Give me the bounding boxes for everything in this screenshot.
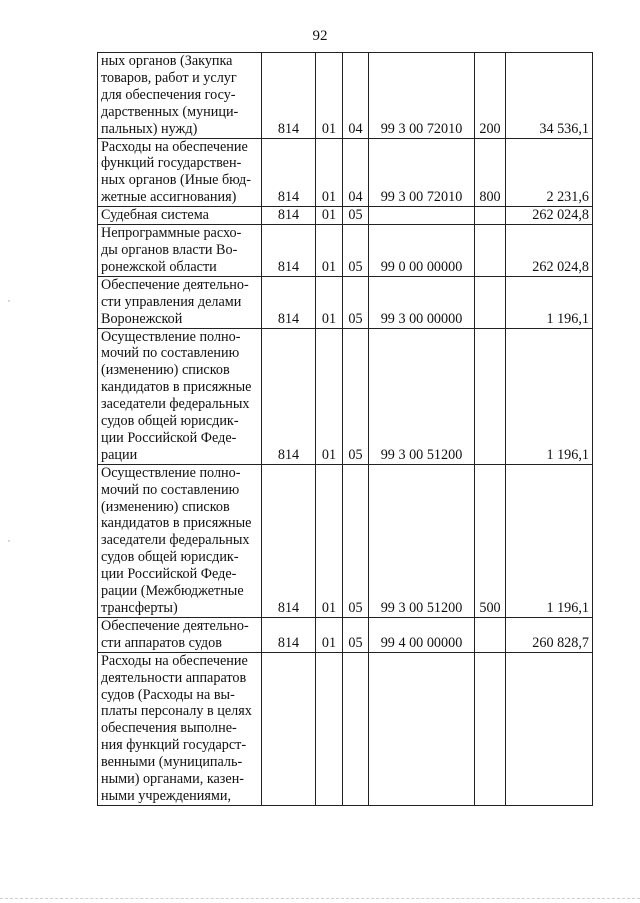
row-grbs: 814 [262,276,316,328]
row-csr: 99 4 00 00000 [369,617,475,652]
row-csr: 99 0 00 00000 [369,225,475,277]
row-name: Расходы на обеспечение деятельности аппаратов судов (Расходы на вы- платы персоналу в целях обеспечения выполне- ния функций государст- венными (муниципаль- ными) органами, казен- ными учреждениями, [98,652,262,805]
table-row [98,53,593,139]
row-grbs: 814 [262,617,316,652]
row-rz: 01 [316,464,343,617]
table-row [98,138,593,207]
row-rz: 01 [316,138,343,207]
row-csr: 99 3 00 51200 [369,464,475,617]
row-grbs: 814 [262,138,316,207]
page-bottom-edge [0,898,640,899]
row-name: Непрограммные расхо- ды органов власти Во- ронежской области [98,225,262,277]
row-pr: 04 [343,138,369,207]
table-row [98,617,593,652]
row-amount: 2 231,6 [506,138,593,207]
row-amount: 262 024,8 [506,225,593,277]
row-pr: 05 [343,276,369,328]
row-grbs: 814 [262,328,316,464]
row-pr: 05 [343,225,369,277]
row-name: Осуществление полно- мочий по составлению (изменению) списков кандидатов в присяжные заседатели федеральных судов общей юрисдик- ции Российской Феде- рации (Межбюджетные трансферты) [98,464,262,617]
table-row [98,328,593,464]
row-rz: 01 [316,276,343,328]
row-csr: 99 3 00 72010 [369,138,475,207]
row-csr: 99 3 00 51200 [369,328,475,464]
row-grbs: 814 [262,53,316,139]
row-rz [316,652,343,805]
row-amount: 34 536,1 [506,53,593,139]
row-amount: 1 196,1 [506,276,593,328]
row-grbs: 814 [262,464,316,617]
row-grbs: 814 [262,225,316,277]
row-pr: 05 [343,464,369,617]
row-csr [369,207,475,225]
row-grbs: 814 [262,207,316,225]
scan-speck [8,540,10,542]
row-csr: 99 3 00 00000 [369,276,475,328]
table-row [98,652,593,805]
row-csr: 99 3 00 72010 [369,53,475,139]
row-vr [475,652,506,805]
row-rz: 01 [316,225,343,277]
table-row [98,207,593,225]
row-csr [369,652,475,805]
row-vr [475,225,506,277]
budget-table [97,52,593,806]
row-name: Обеспечение деятельно- сти управления делами Воронежской [98,276,262,328]
row-vr: 500 [475,464,506,617]
row-amount: 260 828,7 [506,617,593,652]
row-vr: 800 [475,138,506,207]
scan-speck [8,300,10,302]
row-vr [475,617,506,652]
row-vr [475,276,506,328]
row-rz: 01 [316,617,343,652]
row-pr: 05 [343,207,369,225]
row-pr: 05 [343,328,369,464]
row-pr: 04 [343,53,369,139]
table-row [98,225,593,277]
row-grbs [262,652,316,805]
row-name: Расходы на обеспечение функций государствен- ных органов (Иные бюд- жетные ассигнования) [98,138,262,207]
row-pr: 05 [343,617,369,652]
row-amount: 262 024,8 [506,207,593,225]
row-name: ных органов (Закупка товаров, работ и услуг для обеспечения госу- дарственных (муници- пальных) нужд) [98,53,262,139]
row-rz: 01 [316,53,343,139]
row-amount: 1 196,1 [506,328,593,464]
row-rz: 01 [316,207,343,225]
row-name: Обеспечение деятельно- сти аппаратов судов [98,617,262,652]
row-name: Осуществление полно- мочий по составлению (изменению) списков кандидатов в присяжные заседатели федеральных судов общей юрисдик- ции Российской Феде- рации [98,328,262,464]
row-vr [475,328,506,464]
row-pr [343,652,369,805]
page-number: 92 [312,28,328,44]
table-body [98,53,593,806]
table-row [98,276,593,328]
row-amount [506,652,593,805]
row-amount: 1 196,1 [506,464,593,617]
row-vr [475,207,506,225]
row-rz: 01 [316,328,343,464]
row-name: Судебная система [98,207,262,225]
row-vr: 200 [475,53,506,139]
table-row [98,464,593,617]
